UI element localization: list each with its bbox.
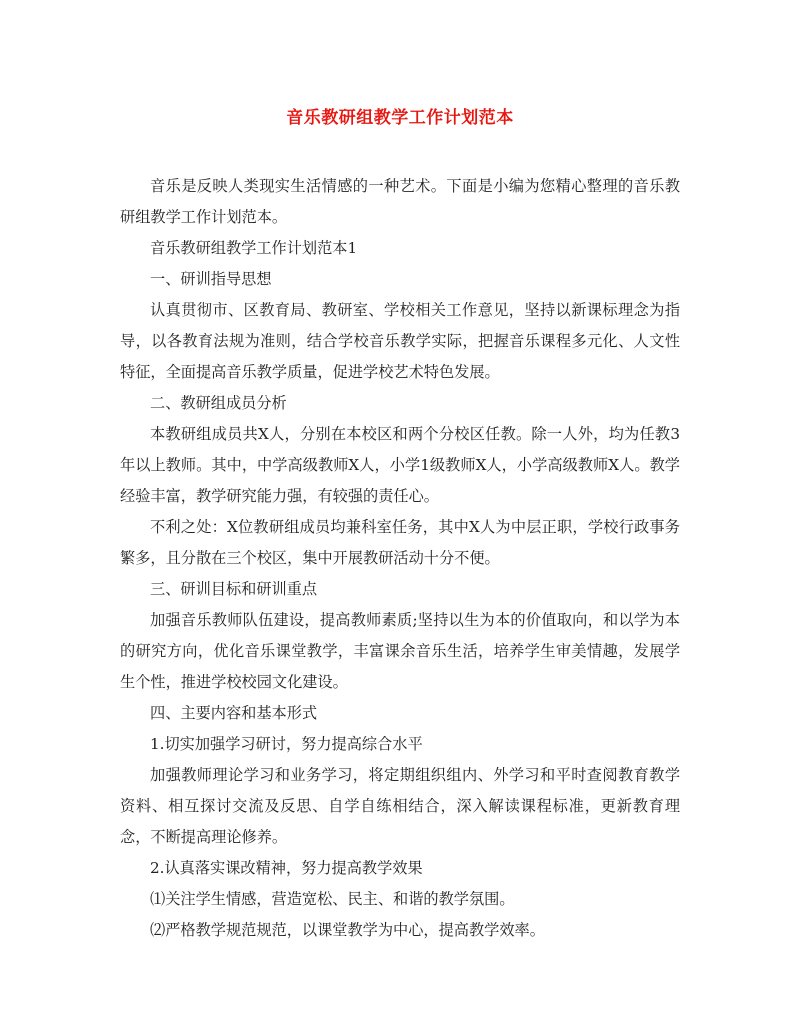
list-item: ⑵严格教学规范规范，以课堂教学为中心，提高教学效率。 [150,921,545,939]
section-heading: 一、研训指导思想 [150,270,272,288]
section-heading: 音乐教研组教学工作计划范本1 [150,239,358,257]
body-paragraph: 加强音乐教师队伍建设，提高教师素质;坚持以生为本的价值取向，和以学为本的研究方向，优化音乐课堂教学，丰富课余音乐生活，培养学生审美情趣，发展学生个性，推进学校校园文化建设。 [120,611,680,691]
document-title: 音乐教研组教学工作计划范本 [286,108,514,128]
body-paragraph: 加强教师理论学习和业务学习，将定期组织组内、外学习和平时查阅教育教学资料、相互探讨交流及反思、自学自练相结合，深入解读课程标准，更新教育理念，不断提高理论修养。 [120,766,680,846]
list-item: ⑴关注学生情感，营造宽松、民主、和谐的教学氛围。 [150,890,515,908]
document-body [120,171,680,946]
subsection-heading: 2.认真落实课改精神，努力提高教学效果 [150,859,423,877]
body-paragraph: 认真贯彻市、区教育局、教研室、学校相关工作意见，坚持以新课标理念为指导，以各教育法规为准则，结合学校音乐教学实际，把握音乐课程多元化、人文性特征，全面提高音乐教学质量，促进学校艺术特色发展。 [120,301,680,381]
section-heading: 二、教研组成员分析 [150,394,287,412]
body-paragraph: 不利之处：X位教研组成员均兼科室任务，其中X人为中层正职，学校行政事务繁多，且分散在三个校区，集中开展教研活动十分不便。 [120,518,680,567]
intro-paragraph: 音乐是反映人类现实生活情感的一种艺术。下面是小编为您精心整理的音乐教研组教学工作计划范本。 [120,177,680,226]
body-paragraph: 本教研组成员共X人，分别在本校区和两个分校区任教。除一人外，均为任教3年以上教师。其中，中学高级教师X人，小学1级教师X人，小学高级教师X人。教学经验丰富，教学研究能力强，有较强的责任心。 [120,425,680,505]
section-heading: 三、研训目标和研训重点 [150,580,318,598]
section-heading: 四、主要内容和基本形式 [150,704,318,722]
subsection-heading: 1.切实加强学习研讨，努力提高综合水平 [150,735,423,753]
